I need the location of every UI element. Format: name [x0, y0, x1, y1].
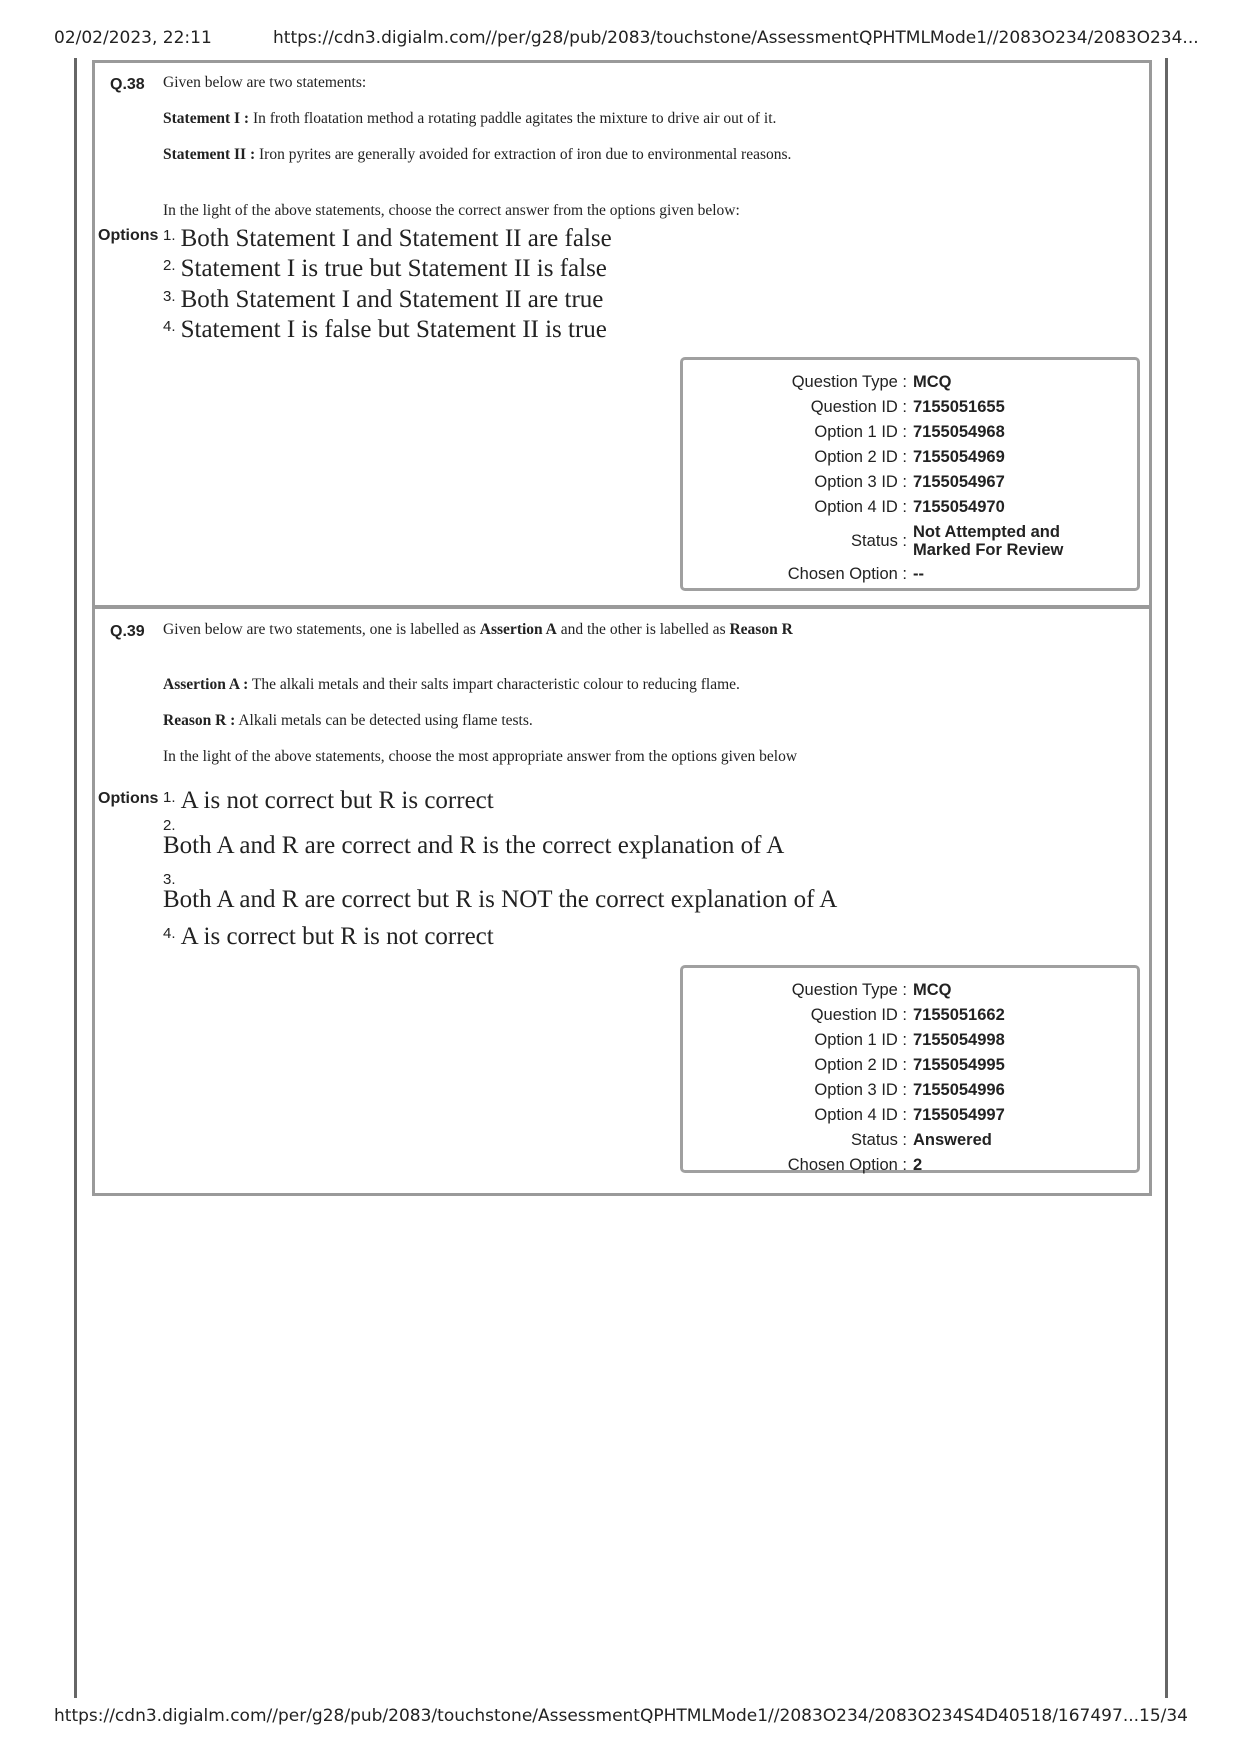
meta-value: 7155051662 [913, 1006, 1005, 1024]
meta-key: Option 2 ID : [814, 448, 907, 466]
option-text: Both Statement I and Statement II are true [180, 286, 604, 313]
metadata-table [683, 978, 1005, 1178]
option-2 [163, 255, 607, 283]
option-text: Both A and R are correct but R is NOT the correct explanation of A [163, 886, 838, 913]
meta-key: Question ID : [810, 1006, 907, 1024]
option-text: A is correct but R is not correct [180, 923, 494, 950]
meta-key: Option 2 ID : [814, 1056, 907, 1074]
meta-key: Option 1 ID : [814, 1031, 907, 1049]
meta-row-option-3-id [683, 1078, 1005, 1103]
page-right-border [1165, 58, 1168, 1698]
meta-row-option-1-id [683, 1028, 1005, 1053]
page-number: 15/34 [1139, 1706, 1188, 1726]
options-label: Options [98, 227, 159, 244]
meta-value: 7155054997 [913, 1106, 1005, 1124]
meta-row-question-type [683, 978, 1005, 1003]
intro-assertion: Assertion A [479, 621, 557, 638]
question-intro [163, 620, 843, 639]
meta-value: 2 [913, 1156, 923, 1174]
meta-key: Chosen Option : [787, 1156, 907, 1174]
meta-key: Status : [851, 1131, 907, 1149]
print-datetime: 02/02/2023, 22:11 [54, 28, 212, 48]
meta-key: Question Type : [791, 373, 907, 391]
meta-key: Question ID : [810, 398, 907, 416]
option-1 [163, 787, 494, 815]
assertion-label: Assertion A : [163, 676, 249, 693]
option-number: 4. [163, 318, 176, 335]
meta-value: 7155054996 [913, 1081, 1005, 1099]
meta-value: MCQ [913, 373, 952, 391]
meta-row-question-type [683, 370, 1073, 395]
meta-key: Option 1 ID : [814, 423, 907, 441]
meta-value: -- [913, 565, 924, 583]
meta-row-question-id [683, 1003, 1005, 1028]
meta-value: 7155054968 [913, 423, 1005, 441]
question-number: Q.39 [110, 623, 145, 640]
meta-row-option-1-id [683, 420, 1073, 445]
meta-value: Not Attempted and Marked For Review [913, 523, 1064, 559]
option-1 [163, 225, 612, 253]
option-text: Both A and R are correct and R is the correct explanation of A [163, 832, 785, 859]
meta-value: MCQ [913, 981, 952, 999]
meta-key: Option 4 ID : [814, 498, 907, 516]
page-left-border [74, 58, 77, 1698]
statement-2-text: Iron pyrites are generally avoided for extraction of iron due to environmental reasons. [255, 146, 792, 163]
statement-1-label: Statement I : [163, 110, 250, 127]
meta-row-chosen-option [683, 562, 1073, 587]
meta-row-option-2-id [683, 1053, 1005, 1078]
question-metadata-panel [680, 965, 1140, 1173]
option-text: Statement I is true but Statement II is false [180, 255, 607, 282]
meta-key: Chosen Option : [787, 565, 907, 583]
metadata-table [683, 370, 1073, 587]
header-url: https://cdn3.digialm.com//per/g28/pub/2083/touchstone/AssessmentQPHTMLMode1//2083O234/2083O234... [273, 28, 1199, 48]
intro-text: and the other is labelled as [556, 621, 730, 638]
assertion-a [163, 675, 843, 694]
meta-row-option-4-id [683, 1103, 1005, 1128]
meta-row-option-4-id [683, 495, 1073, 520]
question-instruction: In the light of the above statements, choose the correct answer from the options given below: [163, 202, 740, 219]
option-text: Both Statement I and Statement II are false [180, 225, 612, 252]
meta-key: Option 3 ID : [814, 1081, 907, 1099]
meta-row-option-2-id [683, 445, 1073, 470]
meta-row-status [683, 1128, 1005, 1153]
meta-value: 7155054998 [913, 1031, 1005, 1049]
option-number: 3. [163, 871, 176, 888]
question-intro: Given below are two statements: [163, 74, 367, 91]
option-number: 4. [163, 925, 176, 942]
meta-value: 7155054995 [913, 1056, 1005, 1074]
assertion-text: The alkali metals and their salts impart characteristic colour to reducing flame. [248, 676, 740, 693]
question-block-39 [92, 606, 1152, 1196]
reason-text: Alkali metals can be detected using flame tests. [235, 712, 533, 729]
meta-key: Question Type : [791, 981, 907, 999]
intro-text: Given below are two statements, one is labelled as [163, 621, 480, 638]
option-text: Statement I is false but Statement II is true [180, 316, 607, 343]
meta-value: Answered [913, 1131, 992, 1149]
question-instruction: In the light of the above statements, choose the most appropriate answer from the options given below [163, 748, 798, 765]
options-label: Options [98, 790, 159, 807]
meta-value: 7155054967 [913, 473, 1005, 491]
option-text: A is not correct but R is correct [180, 787, 494, 814]
meta-value: 7155054970 [913, 498, 1005, 516]
meta-row-option-3-id [683, 470, 1073, 495]
question-number: Q.38 [110, 76, 145, 93]
intro-reason: Reason R [729, 621, 793, 638]
option-3 [163, 286, 603, 314]
option-number: 3. [163, 288, 176, 305]
meta-value: 7155051655 [913, 398, 1005, 416]
option-4 [163, 923, 494, 951]
option-3 [163, 871, 837, 914]
statement-2 [163, 145, 793, 164]
meta-value: 7155054969 [913, 448, 1005, 466]
meta-row-chosen-option [683, 1153, 1005, 1178]
option-number: 1. [163, 227, 176, 244]
option-number: 1. [163, 789, 176, 806]
statement-2-label: Statement II : [163, 146, 256, 163]
meta-key: Status : [851, 531, 907, 550]
meta-row-question-id [683, 395, 1073, 420]
option-4 [163, 316, 607, 344]
question-metadata-panel [680, 357, 1140, 591]
statement-1 [163, 109, 843, 128]
statement-1-text: In froth floatation method a rotating paddle agitates the mixture to drive air out of it. [249, 110, 777, 127]
reason-label: Reason R : [163, 712, 236, 729]
meta-row-status [683, 520, 1073, 562]
reason-r [163, 711, 843, 730]
option-number: 2. [163, 257, 176, 274]
option-2 [163, 817, 784, 860]
meta-key: Option 3 ID : [814, 473, 907, 491]
footer-url: https://cdn3.digialm.com//per/g28/pub/2083/touchstone/AssessmentQPHTMLMode1//2083O234/2083O234S4D40518/167497... [54, 1706, 1140, 1726]
meta-key: Option 4 ID : [814, 1106, 907, 1124]
question-block-38 [92, 60, 1152, 608]
option-number: 2. [163, 817, 176, 834]
